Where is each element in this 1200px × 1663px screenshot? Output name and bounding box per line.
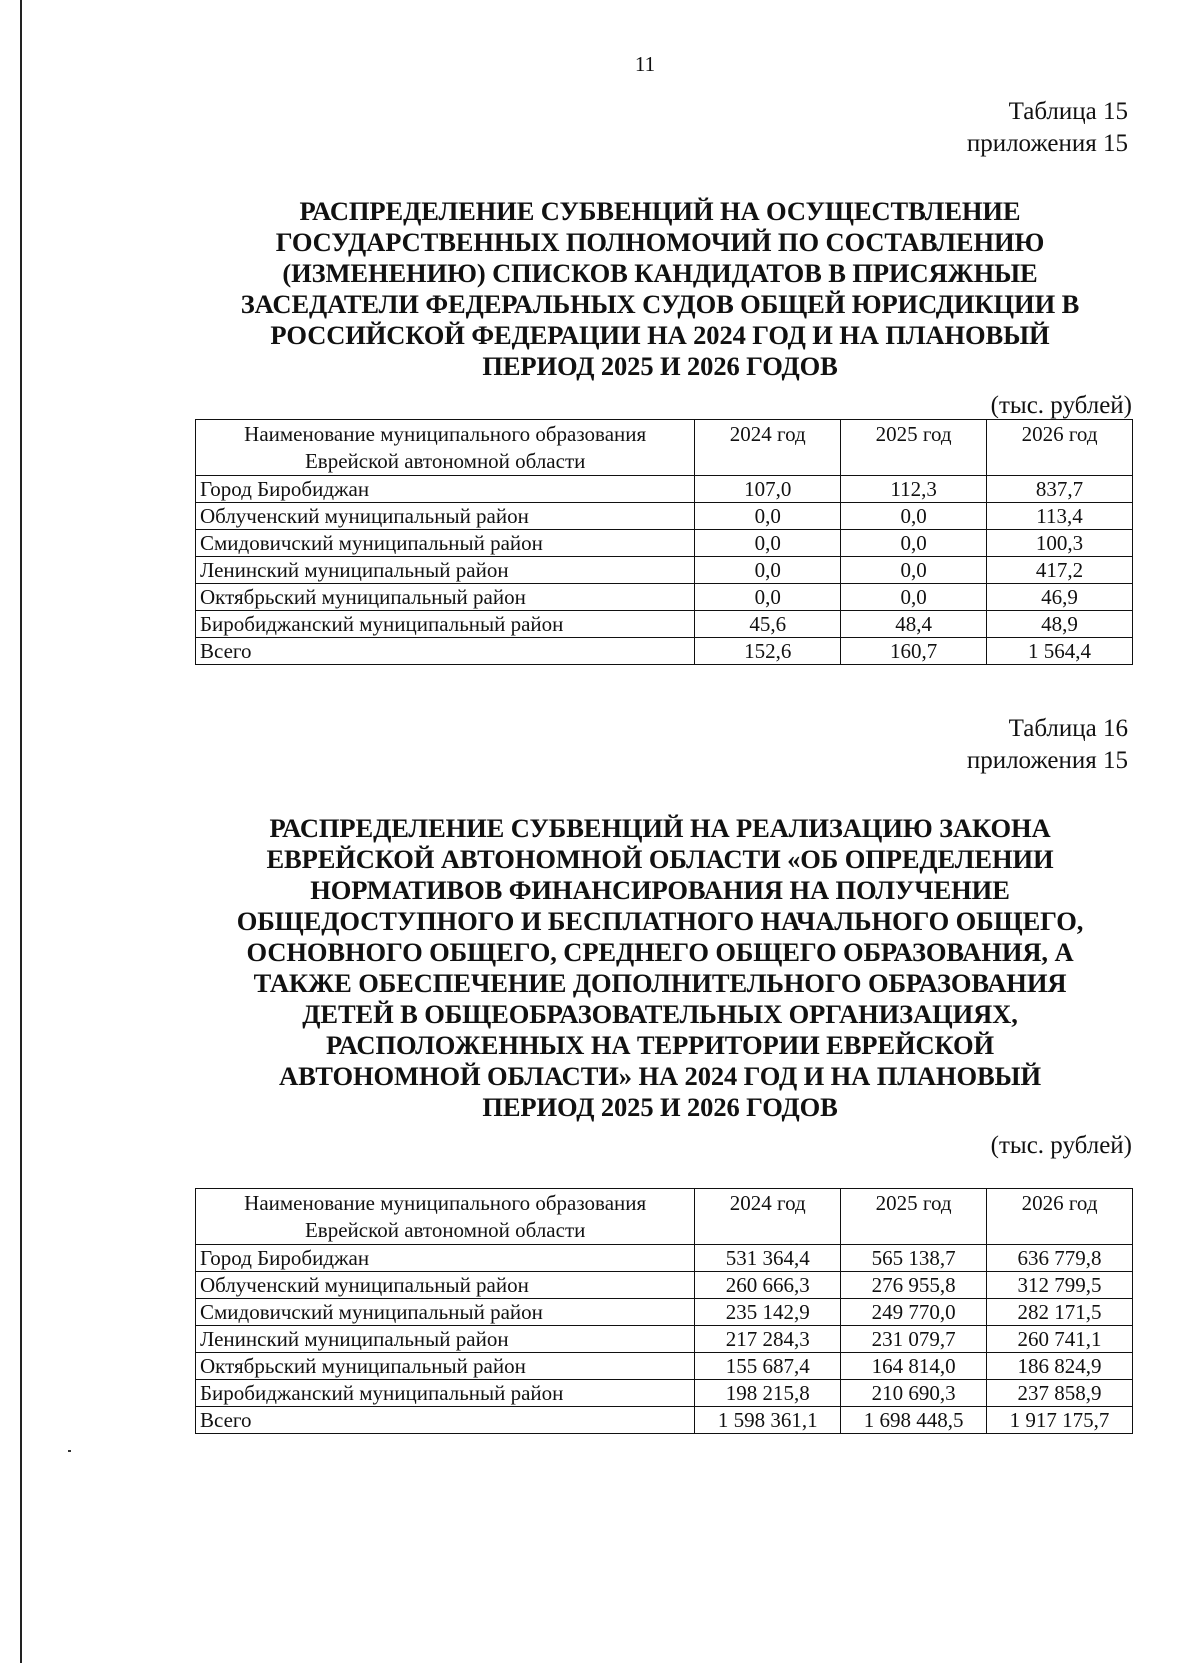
table-row xyxy=(196,1380,1133,1407)
heading-line: ТАКЖЕ ОБЕСПЕЧЕНИЕ ДОПОЛНИТЕЛЬНОГО ОБРАЗОВАНИЯ xyxy=(253,968,1067,998)
heading-line: ЗАСЕДАТЕЛИ ФЕДЕРАЛЬНЫХ СУДОВ ОБЩЕЙ ЮРИСДИКЦИИ В xyxy=(240,289,1080,319)
heading-line: РОССИЙСКОЙ ФЕДЕРАЦИИ НА 2024 ГОД И НА ПЛАНОВЫЙ xyxy=(270,320,1050,350)
cell-2026: 417,2 xyxy=(987,557,1133,584)
table-16-caption: Таблица 16 xyxy=(1008,715,1128,742)
column-header-2026: 2026 год xyxy=(987,420,1133,476)
cell-2026: 1 564,4 xyxy=(987,638,1133,665)
table-row xyxy=(196,1353,1133,1380)
cell-2024: 107,0 xyxy=(695,476,841,503)
table-row xyxy=(196,530,1133,557)
table-15-unit-label: (тыс. рублей) xyxy=(990,392,1132,419)
cell-2025: 249 770,0 xyxy=(841,1299,987,1326)
heading-line: ДЕТЕЙ В ОБЩЕОБРАЗОВАТЕЛЬНЫХ ОРГАНИЗАЦИЯХ, xyxy=(302,999,1018,1029)
cell-2024: 45,6 xyxy=(695,611,841,638)
heading-line: ПЕРИОД 2025 И 2026 ГОДОВ xyxy=(482,1092,838,1122)
heading-line: РАСПОЛОЖЕННЫХ НА ТЕРРИТОРИИ ЕВРЕЙСКОЙ xyxy=(326,1030,994,1060)
table-15-caption-block xyxy=(967,96,1128,160)
row-name: Ленинский муниципальный район xyxy=(196,557,695,584)
heading-line: РАСПРЕДЕЛЕНИЕ СУБВЕНЦИЙ НА РЕАЛИЗАЦИЮ ЗАКОНА xyxy=(269,813,1051,843)
table-row xyxy=(196,1326,1133,1353)
row-name: Биробиджанский муниципальный район xyxy=(196,1380,695,1407)
cell-2026: 186 824,9 xyxy=(987,1353,1133,1380)
heading-line: РАСПРЕДЕЛЕНИЕ СУБВЕНЦИЙ НА ОСУЩЕСТВЛЕНИЕ xyxy=(299,196,1021,226)
cell-2026: 260 741,1 xyxy=(987,1326,1133,1353)
cell-2025: 565 138,7 xyxy=(841,1245,987,1272)
cell-2024: 155 687,4 xyxy=(695,1353,841,1380)
cell-2025: 231 079,7 xyxy=(841,1326,987,1353)
cell-2026: 113,4 xyxy=(987,503,1133,530)
row-name: Город Биробиджан xyxy=(196,476,695,503)
cell-2025: 0,0 xyxy=(841,530,987,557)
scan-speck xyxy=(68,1450,71,1452)
table-total-row xyxy=(196,1407,1133,1434)
cell-2025: 48,4 xyxy=(841,611,987,638)
table-16-caption-sub: приложения 15 xyxy=(966,747,1128,774)
row-name: Ленинский муниципальный район xyxy=(196,1326,695,1353)
cell-2025: 1 698 448,5 xyxy=(841,1407,987,1434)
cell-2026: 46,9 xyxy=(987,584,1133,611)
table-row xyxy=(196,1245,1133,1272)
table-15-caption: Таблица 15 xyxy=(1008,98,1128,125)
cell-2024: 217 284,3 xyxy=(695,1326,841,1353)
cell-2025: 164 814,0 xyxy=(841,1353,987,1380)
column-header-2024: 2024 год xyxy=(695,1189,841,1245)
row-name: Всего xyxy=(196,638,695,665)
cell-2026: 312 799,5 xyxy=(987,1272,1133,1299)
table-row xyxy=(196,557,1133,584)
table-16-unit-label: (тыс. рублей) xyxy=(990,1132,1132,1159)
column-header-2024: 2024 год xyxy=(695,420,841,476)
column-header-2025: 2025 год xyxy=(841,420,987,476)
table-row xyxy=(196,611,1133,638)
cell-2024: 198 215,8 xyxy=(695,1380,841,1407)
cell-2026: 282 171,5 xyxy=(987,1299,1133,1326)
page-number: 11 xyxy=(634,52,656,76)
cell-2024: 235 142,9 xyxy=(695,1299,841,1326)
cell-2026: 237 858,9 xyxy=(987,1380,1133,1407)
heading-line: ГОСУДАРСТВЕННЫХ ПОЛНОМОЧИЙ ПО СОСТАВЛЕНИЮ xyxy=(275,227,1045,257)
column-header-2025: 2025 год xyxy=(841,1189,987,1245)
table-total-row xyxy=(196,638,1133,665)
heading-line: ЕВРЕЙСКОЙ АВТОНОМНОЙ ОБЛАСТИ «ОБ ОПРЕДЕЛЕНИИ xyxy=(266,844,1054,874)
cell-2024: 152,6 xyxy=(695,638,841,665)
cell-2025: 160,7 xyxy=(841,638,987,665)
row-name: Биробиджанский муниципальный район xyxy=(196,611,695,638)
cell-2024: 0,0 xyxy=(695,503,841,530)
row-name: Облученский муниципальный район xyxy=(196,1272,695,1299)
heading-line: НОРМАТИВОВ ФИНАНСИРОВАНИЯ НА ПОЛУЧЕНИЕ xyxy=(310,875,1010,905)
cell-2025: 112,3 xyxy=(841,476,987,503)
table-row xyxy=(196,1272,1133,1299)
cell-2024: 260 666,3 xyxy=(695,1272,841,1299)
cell-2024: 1 598 361,1 xyxy=(695,1407,841,1434)
table-row xyxy=(196,584,1133,611)
cell-2026: 48,9 xyxy=(987,611,1133,638)
table-header-row xyxy=(196,1189,1133,1245)
table-15 xyxy=(195,419,1133,665)
heading-line: АВТОНОМНОЙ ОБЛАСТИ» НА 2024 ГОД И НА ПЛАНОВЫЙ xyxy=(279,1061,1041,1091)
cell-2024: 0,0 xyxy=(695,530,841,557)
column-header-name: Наименование муниципального образования Еврейской автономной области xyxy=(196,1189,695,1245)
cell-2026: 636 779,8 xyxy=(987,1245,1133,1272)
cell-2026: 100,3 xyxy=(987,530,1133,557)
cell-2024: 531 364,4 xyxy=(695,1245,841,1272)
row-name: Всего xyxy=(196,1407,695,1434)
cell-2024: 0,0 xyxy=(695,557,841,584)
heading-line: ПЕРИОД 2025 И 2026 ГОДОВ xyxy=(482,351,838,381)
cell-2025: 0,0 xyxy=(841,584,987,611)
row-name: Город Биробиджан xyxy=(196,1245,695,1272)
table-header-row xyxy=(196,420,1133,476)
cell-2026: 837,7 xyxy=(987,476,1133,503)
table-16-heading xyxy=(190,813,1130,1123)
scan-edge-line xyxy=(20,0,22,1663)
cell-2025: 0,0 xyxy=(841,503,987,530)
row-name: Облученский муниципальный район xyxy=(196,503,695,530)
cell-2025: 0,0 xyxy=(841,557,987,584)
table-16 xyxy=(195,1188,1133,1434)
cell-2025: 210 690,3 xyxy=(841,1380,987,1407)
row-name: Смидовичский муниципальный район xyxy=(196,530,695,557)
row-name: Октябрьский муниципальный район xyxy=(196,584,695,611)
table-row xyxy=(196,503,1133,530)
heading-line: ОСНОВНОГО ОБЩЕГО, СРЕДНЕГО ОБЩЕГО ОБРАЗОВАНИЯ, А xyxy=(246,937,1074,967)
table-16-caption-block xyxy=(967,713,1128,777)
column-header-2026: 2026 год xyxy=(987,1189,1133,1245)
table-row xyxy=(196,476,1133,503)
cell-2026: 1 917 175,7 xyxy=(987,1407,1133,1434)
table-15-heading xyxy=(190,196,1130,382)
row-name: Смидовичский муниципальный район xyxy=(196,1299,695,1326)
table-row xyxy=(196,1299,1133,1326)
table-15-caption-sub: приложения 15 xyxy=(966,130,1128,157)
row-name: Октябрьский муниципальный район xyxy=(196,1353,695,1380)
cell-2025: 276 955,8 xyxy=(841,1272,987,1299)
cell-2024: 0,0 xyxy=(695,584,841,611)
heading-line: (ИЗМЕНЕНИЮ) СПИСКОВ КАНДИДАТОВ В ПРИСЯЖНЫЕ xyxy=(282,258,1038,288)
column-header-name: Наименование муниципального образования Еврейской автономной области xyxy=(196,420,695,476)
heading-line: ОБЩЕДОСТУПНОГО И БЕСПЛАТНОГО НАЧАЛЬНОГО ОБЩЕГО, xyxy=(236,906,1084,936)
